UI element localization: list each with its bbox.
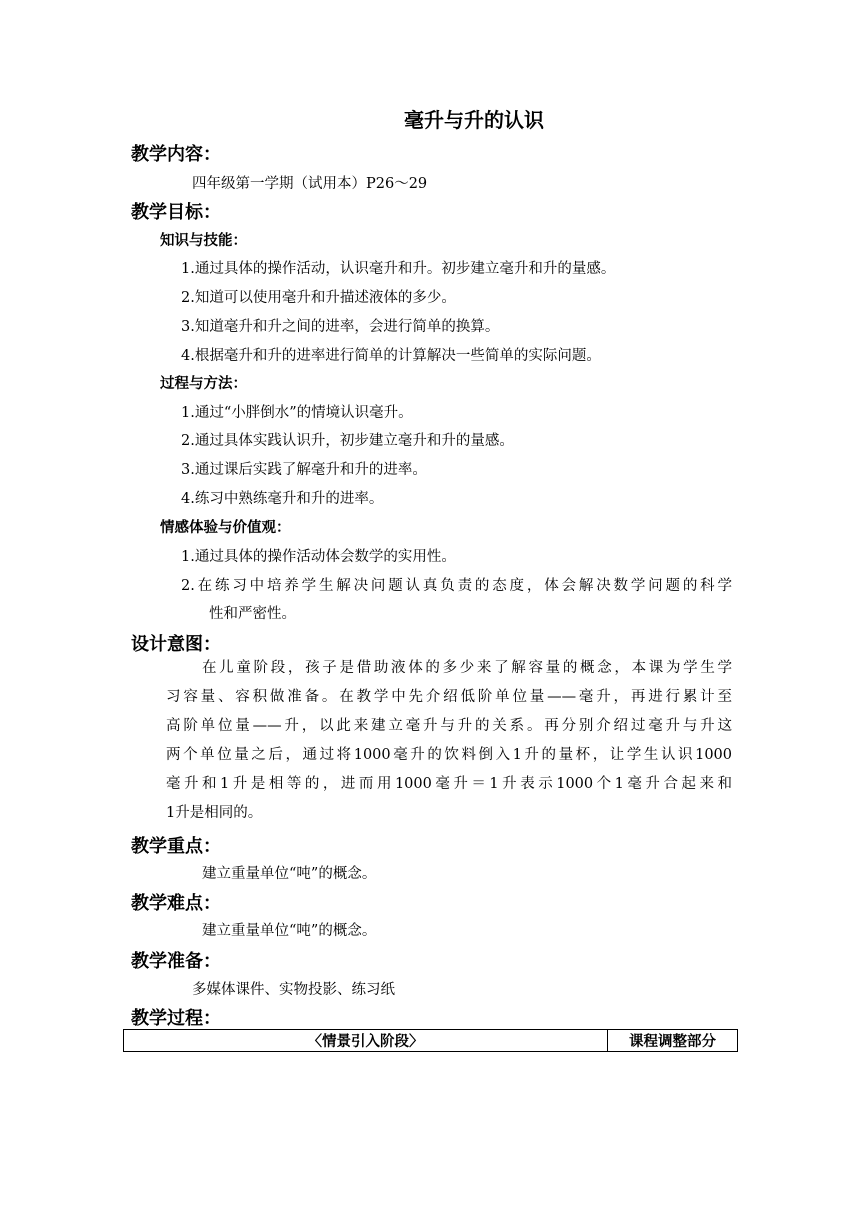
- table-row: [124, 1030, 738, 1052]
- knowledge-item-3: 3.知道毫升和升之间的进率，会进行简单的换算。: [181, 319, 500, 335]
- page-title: 毫升与升的认识: [404, 108, 544, 132]
- design-line: 习容量、容积做准备。在教学中先介绍低阶单位量——毫升，再进行累计至: [166, 689, 732, 705]
- emotion-item-2-line-2: 性和严密性。: [209, 606, 296, 622]
- table-cell-stage: 〈情景引入阶段〉: [124, 1030, 608, 1052]
- section-heading-goals: 教学目标：: [131, 202, 221, 223]
- section-heading-preparation: 教学准备：: [131, 951, 221, 972]
- knowledge-item-2: 2.知道可以使用毫升和升描述液体的多少。: [181, 290, 456, 306]
- design-paragraph: [166, 654, 732, 828]
- design-line: 在儿童阶段，孩子是借助液体的多少来了解容量的概念，本课为学生学: [202, 660, 732, 676]
- subheading-process-method: 过程与方法：: [160, 376, 247, 392]
- subheading-knowledge: 知识与技能：: [160, 233, 247, 249]
- process-item-2: 2.通过具体实践认识升，初步建立毫升和升的量感。: [181, 433, 514, 449]
- difficulty-text: 建立重量单位“吨”的概念。: [202, 923, 377, 939]
- content-text: 四年级第一学期（试用本）P26～29: [192, 176, 428, 192]
- subheading-emotion: 情感体验与价值观：: [160, 520, 291, 536]
- emotion-item-2-line-1: 2.在练习中培养学生解决问题认真负责的态度，体会解决数学问题的科学: [181, 578, 732, 594]
- emotion-item-1: 1.通过具体的操作活动体会数学的实用性。: [181, 549, 456, 565]
- process-item-1: 1.通过“小胖倒水”的情境认识毫升。: [181, 405, 413, 421]
- section-heading-teaching-process: 教学过程：: [131, 1008, 221, 1029]
- table-cell-adjust: 课程调整部分: [608, 1030, 738, 1052]
- process-item-3: 3.通过课后实践了解毫升和升的进率。: [181, 462, 427, 478]
- section-heading-design: 设计意图：: [131, 634, 221, 655]
- design-line: 高阶单位量——升，以此来建立毫升与升的关系。再分别介绍过毫升与升这: [166, 718, 732, 734]
- knowledge-item-4: 4.根据毫升和升的进率进行简单的计算解决一些简单的实际问题。: [181, 348, 601, 364]
- section-heading-content: 教学内容：: [131, 144, 221, 165]
- key-point-text: 建立重量单位“吨”的概念。: [202, 866, 377, 882]
- design-line: 两个单位量之后，通过将1000毫升的饮料倒入1升的量杯，让学生认识1000: [166, 747, 732, 763]
- process-item-4: 4.练习中熟练毫升和升的进率。: [181, 491, 384, 507]
- design-line: 1升是相同的。: [166, 805, 263, 821]
- teaching-process-table: [123, 1029, 738, 1052]
- preparation-text: 多媒体课件、实物投影、练习纸: [192, 982, 395, 998]
- section-heading-difficulty: 教学难点：: [131, 893, 221, 914]
- section-heading-key-point: 教学重点：: [131, 836, 221, 857]
- design-line: 毫升和1升是相等的，进而用1000毫升＝1升表示1000个1毫升合起来和: [166, 776, 732, 792]
- knowledge-item-1: 1.通过具体的操作活动，认识毫升和升。初步建立毫升和升的量感。: [181, 261, 616, 277]
